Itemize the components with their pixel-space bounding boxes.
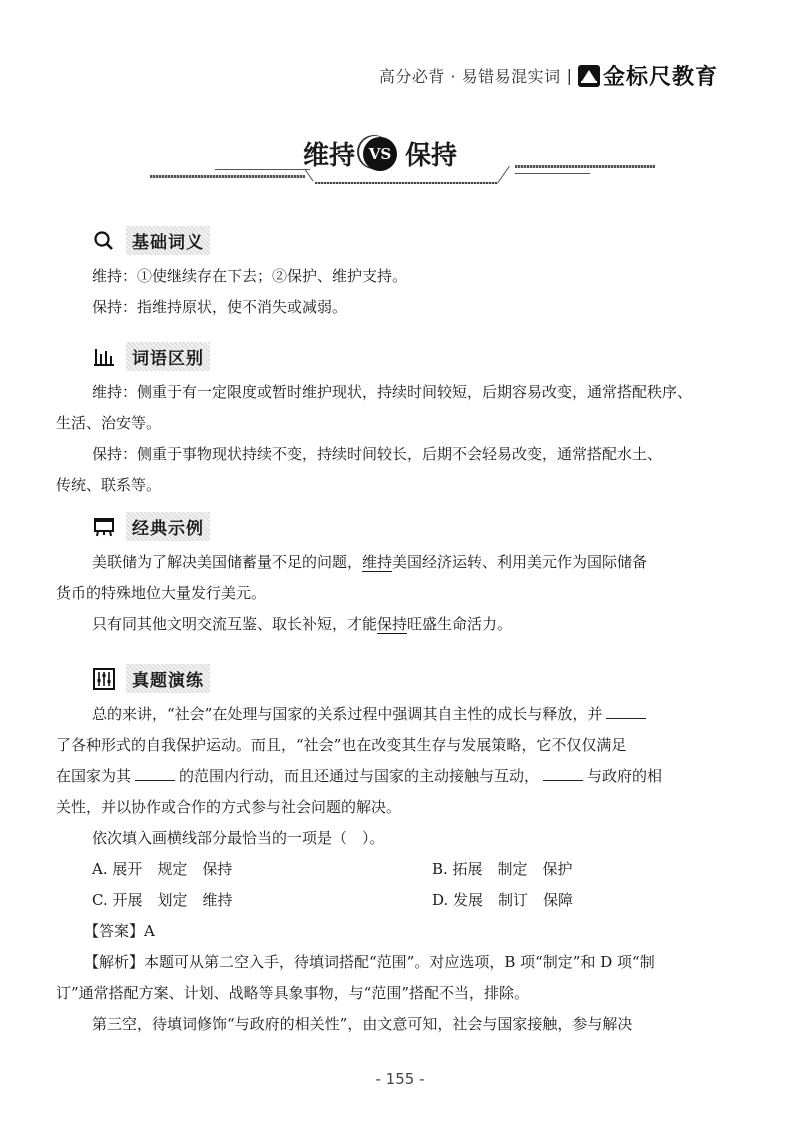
section-word-difference [56,342,720,501]
decorative-line-icon [315,182,498,184]
section-label: 基础词义 [126,226,210,255]
header-tagline: 高分必背 · 易错易混实词 [378,67,561,86]
header-separator: | [566,66,572,85]
answer: 【答案】A [84,922,155,940]
option-c: C. 开展 划定 维持 [92,891,233,909]
section-header [92,512,720,541]
question-text: 在国家为其 [56,767,132,785]
difference-continuation: 生活、治安等。 [56,414,162,432]
example-text: 美国经济运转、利用美元作为国际储备 [392,553,648,571]
example-sentence [92,609,720,640]
section-header [92,226,720,255]
question-text: 与政府的相 [587,767,663,785]
definition-line: 保持：指维持原状，使不消失或减弱。 [92,298,348,316]
section-classic-examples [56,512,720,640]
decorative-line-icon [498,166,510,183]
analysis: 订”通常搭配方案、计划、战略等具象事物，与“范围”搭配不当，排除。 [56,984,530,1002]
section-basic-meaning [92,226,720,323]
section-practice-question [56,664,720,1040]
section-header [92,342,720,371]
section-label: 经典示例 [126,512,210,541]
question-text: 总的来讲，“社会”在处理与国家的关系过程中强调其自主性的成长与释放，并 [92,705,603,723]
example-text: 美联储为了解决美国储蓄量不足的问题， [92,553,363,571]
decorative-line-icon [150,175,305,178]
option-a: A. 展开 规定 保持 [92,860,233,878]
definition-line: 维持：①使继续存在下去；②保护、维护支持。 [92,267,408,285]
analysis: 【解析】本题可从第二空入手，待填词搭配“范围”。对应选项，B 项“制定”和 D 项“制 [84,953,655,971]
page-title [303,135,457,172]
decorative-line-icon [515,173,590,174]
question-stem: 了各种形式的自我保护运动。而且，“社会”也在改变其生存与发展策略，它不仅仅满足 [56,736,627,754]
question-stem [92,699,720,730]
title-word-1: 维持 [303,141,356,171]
decorative-line-icon [515,165,655,168]
search-icon [92,230,116,252]
answer-options [92,854,720,916]
example-text: 只有同其他文明交流互鉴、取长补短，才能 [92,615,378,633]
brand-name: 金标尺教育 [602,65,718,90]
example-sentence [92,547,720,578]
section-header [92,664,720,693]
option-d: D. 发展 制订 保障 [432,891,574,909]
fill-blank [543,768,583,781]
section-label: 词语区别 [126,342,210,371]
running-header [379,60,718,91]
difference-continuation: 传统、联系等。 [56,476,162,494]
highlighted-keyword: 维持 [362,553,393,571]
question-stem [56,761,720,792]
fill-blank [135,768,175,781]
difference-text: 保持：侧重于事物现状持续不变，持续时间较长，后期不会轻易改变，通常搭配水土、 [92,445,663,463]
analysis: 第三空，待填词修饰“与政府的相关性”，由文意可知，社会与国家接触，参与解决 [92,1015,633,1033]
question-stem: 关性，并以协作或合作的方式参与社会问题的解决。 [56,798,402,816]
brand [578,60,718,91]
title-word-2: 保持 [405,141,458,171]
difference-paragraph [56,377,720,408]
example-text: 旺盛生命活力。 [407,615,513,633]
fill-blank [606,706,646,719]
bar-chart-icon [92,346,116,368]
easel-icon [92,516,116,538]
title-banner [150,135,620,190]
example-continuation: 货币的特殊地位大量发行美元。 [56,584,267,602]
highlighted-keyword: 保持 [377,615,408,633]
vs-badge: VS [363,137,397,171]
section-label: 真题演练 [126,664,210,693]
sliders-icon [92,668,116,690]
question-prompt: 依次填入画横线部分最恰当的一项是（ ）。 [92,829,385,847]
difference-text: 维持：侧重于有一定限度或暂时维护现状，持续时间较短，后期容易改变，通常搭配秩序、 [92,383,693,401]
option-b: B. 拓展 制定 保护 [432,860,573,878]
decorative-line-icon [215,169,310,170]
triangle-ruler-logo-icon [578,65,600,87]
page-number: - 155 - [375,1070,425,1088]
difference-paragraph [56,439,720,470]
question-text: 的范围内行动，而且还通过与国家的主动接触与互动， [179,767,540,785]
